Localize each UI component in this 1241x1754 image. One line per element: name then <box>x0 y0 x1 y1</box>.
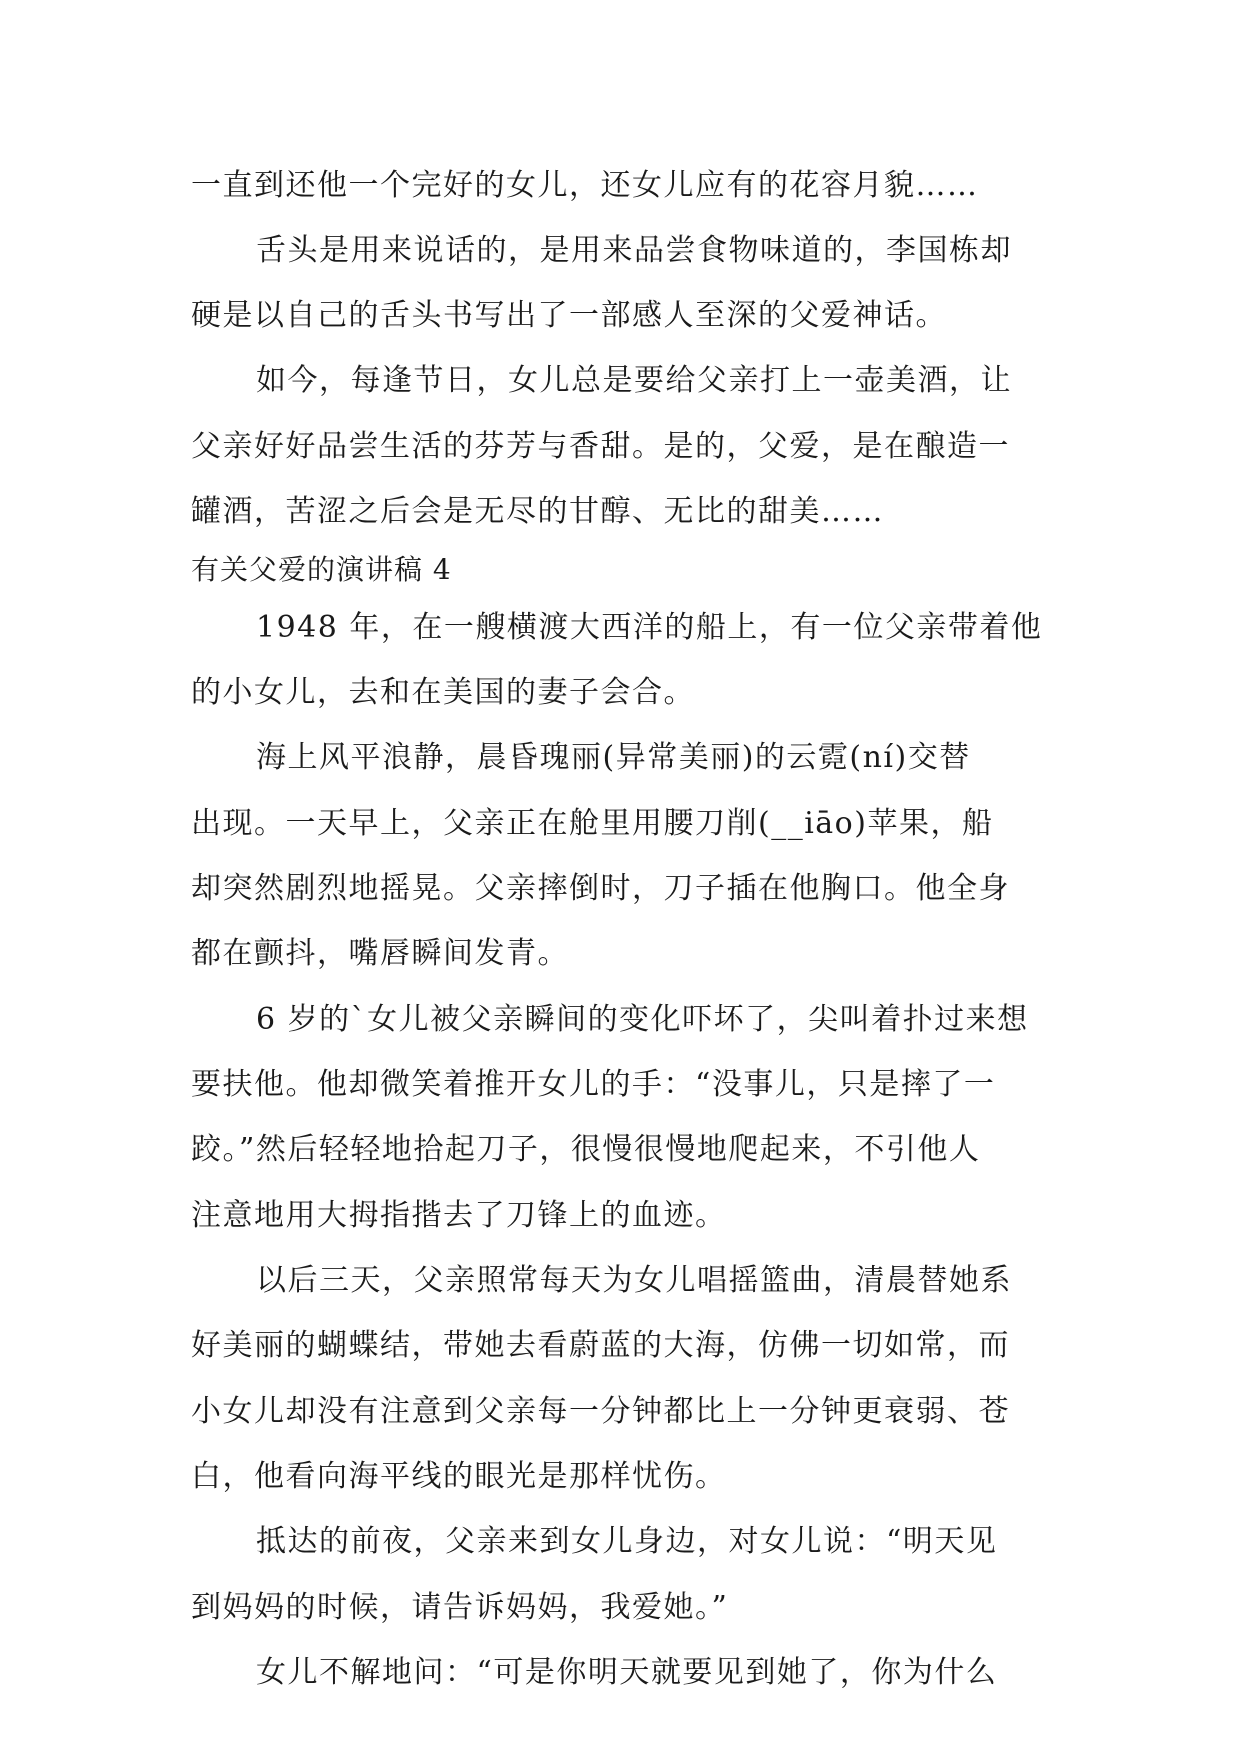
paragraph-line: 的小女儿，去和在美国的妻子会合。 <box>191 675 695 710</box>
paragraph-line: 注意地用大拇指揩去了刀锋上的血迹。 <box>191 1198 727 1233</box>
paragraph-line: 到妈妈的时候，请告诉妈妈，我爱她。” <box>191 1590 729 1625</box>
paragraph-line: 好美丽的蝴蝶结，带她去看蔚蓝的大海，仿佛一切如常，而 <box>191 1328 1010 1363</box>
paragraph-line: 女儿不解地问：“可是你明天就要见到她了，你为什么 <box>256 1655 998 1690</box>
paragraph-line: 抵达的前夜，父亲来到女儿身边，对女儿说：“明天见 <box>256 1524 998 1559</box>
paragraph-line: 出现。一天早上，父亲正在舱里用腰刀削(__iāo)苹果，船 <box>191 806 994 841</box>
paragraph-line: 硬是以自己的舌头书写出了一部感人至深的父爱神话。 <box>191 298 947 333</box>
paragraph-line: 却突然剧烈地摇晃。父亲摔倒时，刀子插在他胸口。他全身 <box>191 871 1010 906</box>
paragraph-line: 跤。”然后轻轻地拾起刀子，很慢很慢地爬起来，不引他人 <box>191 1132 981 1167</box>
paragraph-line: 如今，每逢节日，女儿总是要给父亲打上一壶美酒，让 <box>256 363 1012 398</box>
paragraph-line: 父亲好好品尝生活的芬芳与香甜。是的，父爱，是在酿造一 <box>191 429 1010 464</box>
paragraph-line: 都在颤抖，嘴唇瞬间发青。 <box>191 936 569 971</box>
paragraph-line: 舌头是用来说话的，是用来品尝食物味道的，李国栋却 <box>256 233 1012 268</box>
paragraph-line: 6 岁的`女儿被父亲瞬间的变化吓坏了，尖叫着扑过来想 <box>256 1002 1029 1037</box>
paragraph-line: 白，他看向海平线的眼光是那样忧伤。 <box>191 1459 727 1494</box>
paragraph-line: 罐酒，苦涩之后会是无尽的甘醇、无比的甜美…… <box>191 494 884 529</box>
section-heading: 有关父爱的演讲稿 4 <box>191 553 452 586</box>
paragraph-line: 小女儿却没有注意到父亲每一分钟都比上一分钟更衰弱、苍 <box>191 1394 1010 1429</box>
paragraph-line: 以后三天，父亲照常每天为女儿唱摇篮曲，清晨替她系 <box>256 1263 1012 1298</box>
paragraph-line: 要扶他。他却微笑着推开女儿的手：“没事儿，只是摔了一 <box>191 1067 996 1102</box>
paragraph-line: 海上风平浪静，晨昏瑰丽(异常美丽)的云霓(ní)交替 <box>256 740 971 775</box>
paragraph-line: 1948 年，在一艘横渡大西洋的船上，有一位父亲带着他 <box>256 610 1043 645</box>
paragraph-line: 一直到还他一个完好的女儿，还女儿应有的花容月貌…… <box>191 168 979 203</box>
